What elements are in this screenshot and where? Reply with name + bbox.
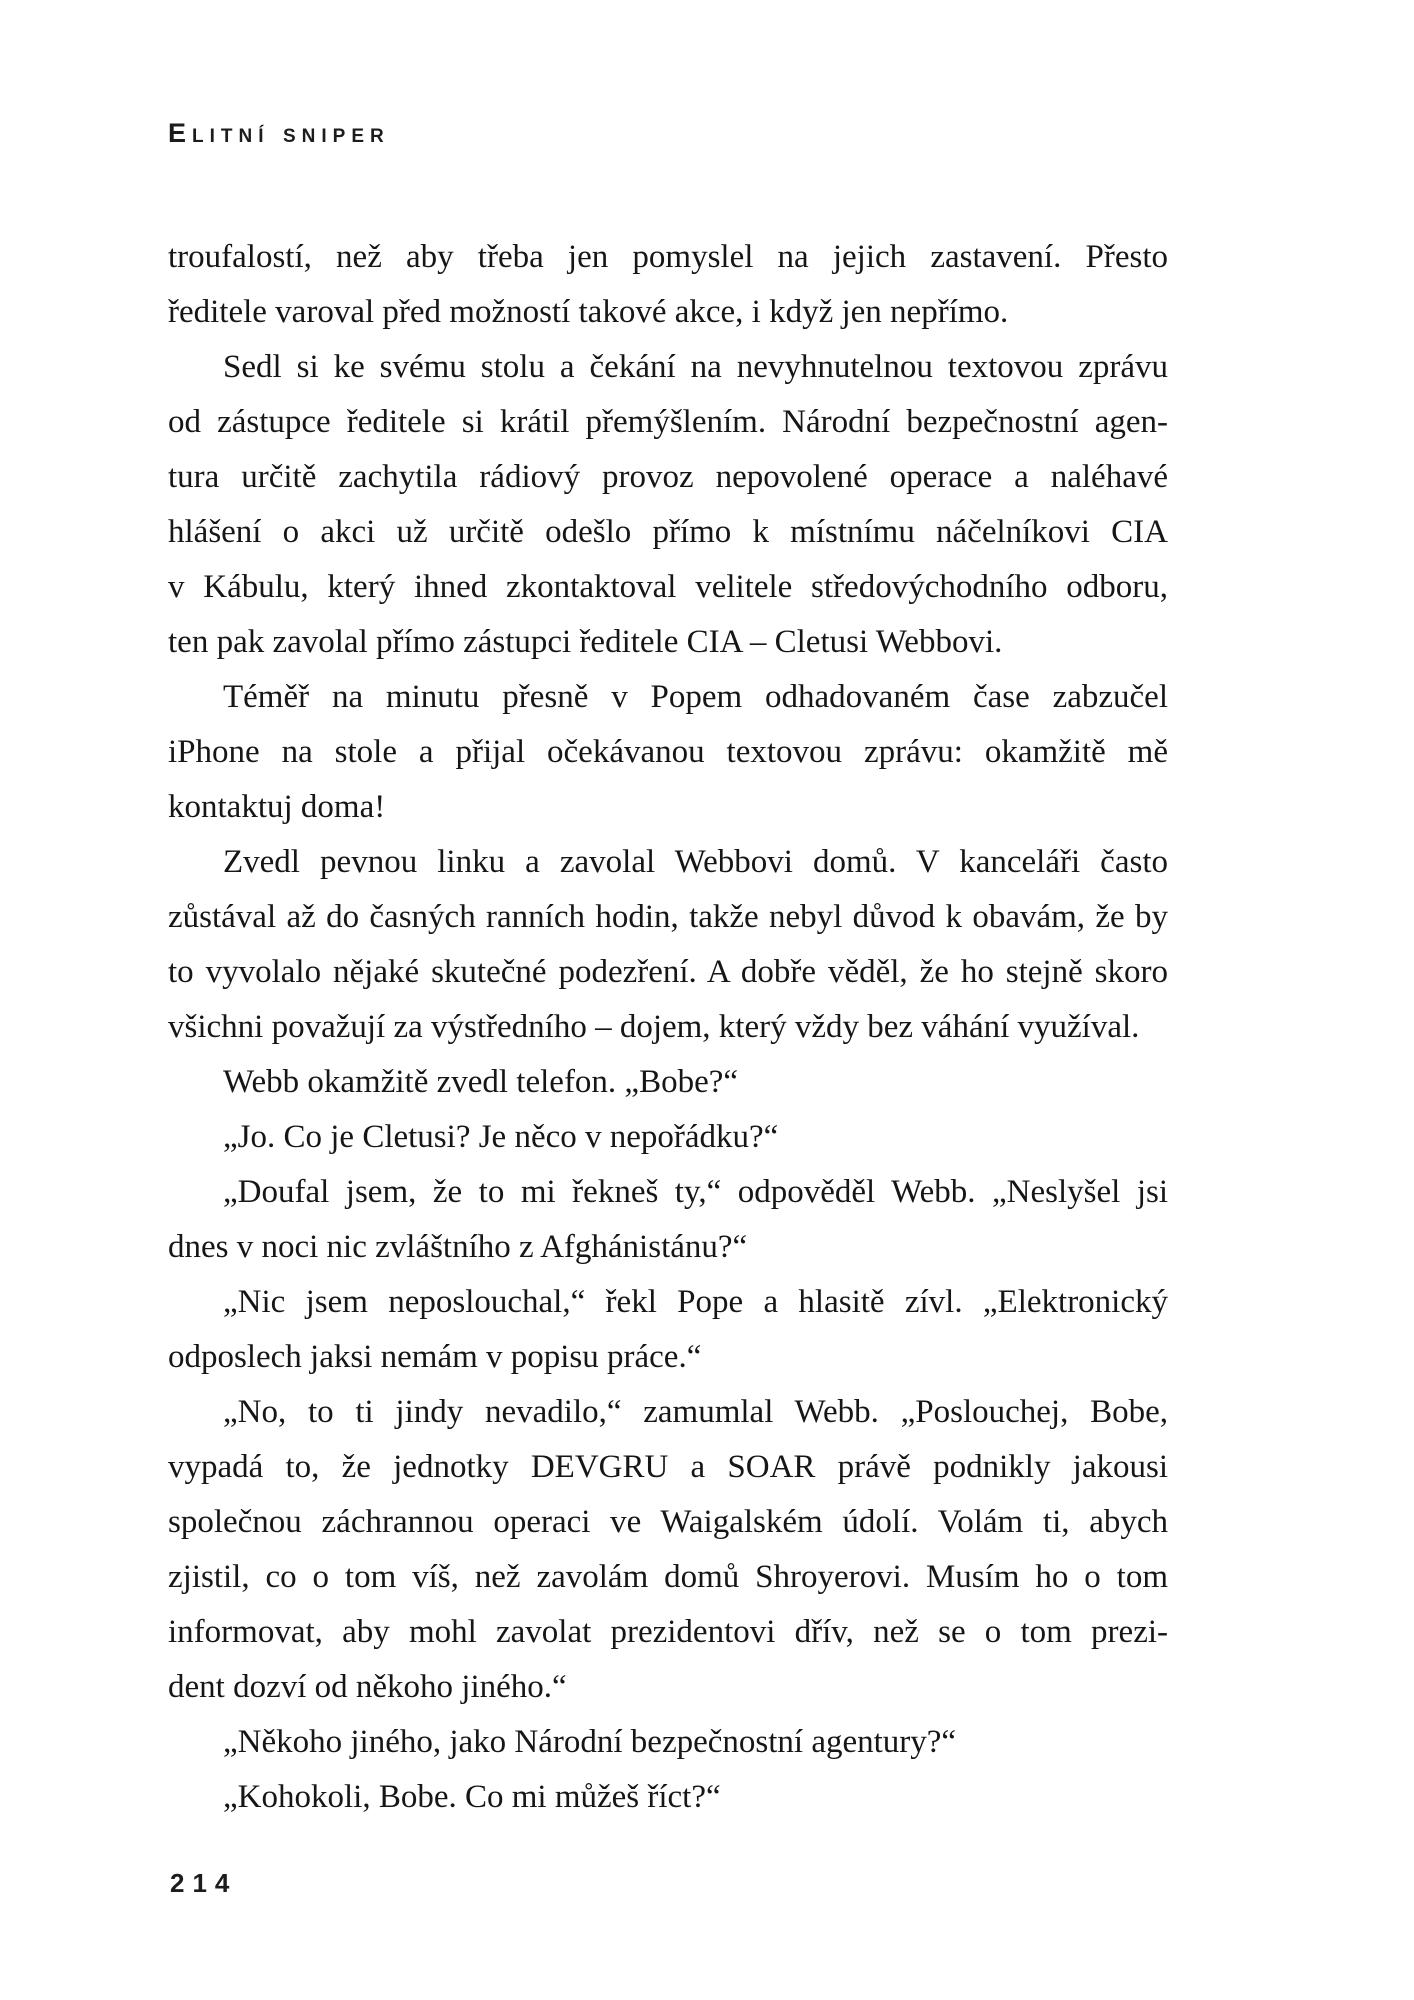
text-line: v Kábulu, který ihned zkontaktoval velitele středovýchodního odboru, (168, 569, 1168, 605)
text-line: zůstával až do časných ranních hodin, takže nebyl důvod k obavám, že by (168, 899, 1168, 935)
text-line: ředitele varoval před možností takové akce, i když jen nepřímo. (168, 294, 1009, 330)
text-line: dnes v noci nic zvláštního z Afghánistánu?“ (168, 1229, 748, 1265)
text-line: dent dozví od někoho jiného.“ (168, 1669, 567, 1705)
text-line: informovat, aby mohl zavolat prezidentovi dřív, než se o tom prezi- (168, 1614, 1168, 1650)
text-line: zjistil, co o tom víš, než zavolám domů Shroyerovi. Musím ho o tom (168, 1559, 1168, 1595)
text-line: „Kohokoli, Bobe. Co mi můžeš říct?“ (223, 1779, 721, 1815)
text-line: Téměř na minutu přesně v Popem odhadovaném čase zabzučel (223, 679, 1168, 715)
running-header: Elitní sniper (168, 118, 390, 148)
text-line: troufalostí, než aby třeba jen pomyslel na jejich zastavení. Přesto (168, 239, 1168, 275)
text-line: „Jo. Co je Cletusi? Je něco v nepořádku?“ (223, 1119, 779, 1155)
text-line: všichni považují za výstředního – dojem, který vždy bez váhání využíval. (168, 1009, 1140, 1045)
text-line: to vyvolalo nějaké skutečné podezření. A dobře věděl, že ho stejně skoro (168, 954, 1168, 990)
text-line: tura určitě zachytila rádiový provoz nepovolené operace a naléhavé (168, 459, 1168, 495)
text-line: „No, to ti jindy nevadilo,“ zamumlal Webb. „Poslouchej, Bobe, (223, 1394, 1168, 1430)
text-line: iPhone na stole a přijal očekávanou textovou zprávu: okamžitě mě (168, 734, 1168, 770)
text-line: ten pak zavolal přímo zástupci ředitele CIA – Cletusi Webbovi. (168, 624, 1003, 660)
text-line: „Nic jsem neposlouchal,“ řekl Pope a hlasitě zívl. „Elektronický (223, 1284, 1168, 1320)
text-line: hlášení o akci už určitě odešlo přímo k místnímu náčelníkovi CIA (168, 514, 1168, 550)
text-line: odposlech jaksi nemám v popisu práce.“ (168, 1339, 702, 1375)
text-line: „Někoho jiného, jako Národní bezpečnostní agentury?“ (223, 1724, 957, 1760)
text-line: od zástupce ředitele si krátil přemýšlením. Národní bezpečnostní agen- (168, 404, 1168, 440)
text-line: společnou záchrannou operaci ve Waigalském údolí. Volám ti, abych (168, 1504, 1168, 1540)
text-line: Webb okamžitě zvedl telefon. „Bobe?“ (223, 1064, 739, 1100)
body-text (168, 230, 1168, 1825)
text-line: Sedl si ke svému stolu a čekání na nevyhnutelnou textovou zprávu (223, 349, 1168, 385)
page-number: 214 (170, 1868, 238, 1898)
text-line: „Doufal jsem, že to mi řekneš ty,“ odpověděl Webb. „Neslyšel jsi (223, 1174, 1168, 1210)
text-line: vypadá to, že jednotky DEVGRU a SOAR právě podnikly jakousi (168, 1449, 1168, 1485)
text-line: kontaktuj doma! (168, 789, 386, 825)
text-line: Zvedl pevnou linku a zavolal Webbovi domů. V kanceláři často (223, 844, 1168, 880)
